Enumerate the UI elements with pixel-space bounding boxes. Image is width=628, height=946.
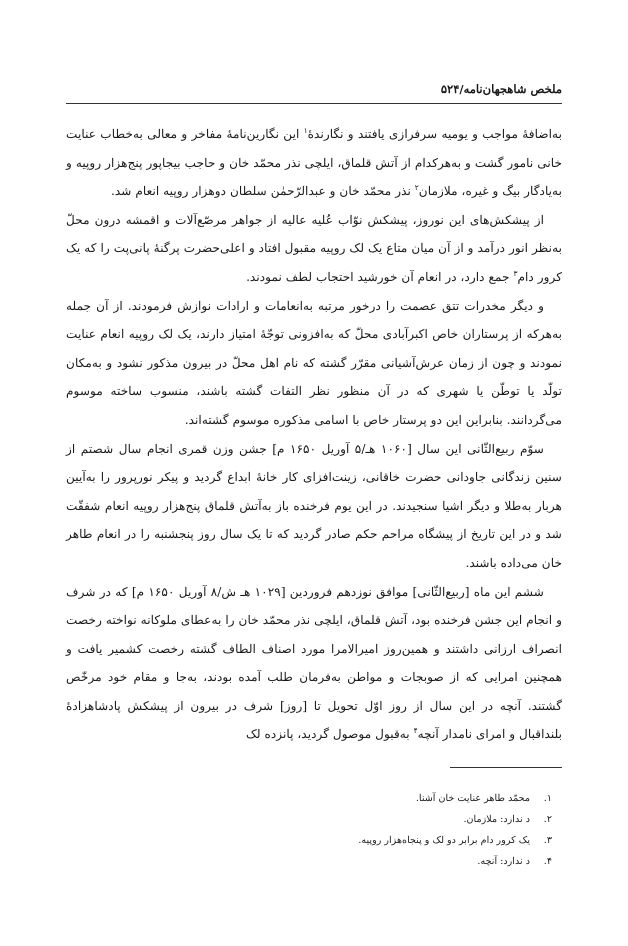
footnote-number: ۱.	[543, 793, 552, 804]
footnote-number: ۲.	[543, 814, 552, 825]
header-rule	[66, 103, 562, 104]
footnote-item	[66, 809, 562, 830]
footnote-item	[66, 830, 562, 851]
footnote-text: یک کرور دام برابر دو لک و پنجاه‌هزار روپیه.	[358, 835, 530, 846]
footnote-rule	[450, 767, 562, 768]
footnote-ref: ۴	[413, 726, 418, 736]
footnotes	[66, 788, 562, 872]
footnote-item	[66, 851, 562, 872]
paragraph-text: ششم این ماه [ربیع‌الثّانی] موافق نوزدهم فروردین [۱۰۲۹ هـ ش/۸ آوریل ۱۶۵۰ م] که در شرف و انجام این جشن فرخنده بود، آتش قلماق، ایلچی نذر محمّد خان را به‌عطای ملوکانه نواخته رخصت انصراف ارزانی داشتند و همین‌روز امیرالامرا مورد اصناف الطاف گشته رخصت کشمیر یافت و همچنین امرایی که از صوبجات و مواطن به‌فرمان طلب آمده بودند، به‌جا و مقام خود مرخّص گشتند. آنچه در این سال از روز اوّل تحویل تا [روز] شرف در بیرون از پیشکش پادشاهزادهٔ بلنداقبال و امرای نامدار آنچه	[66, 584, 562, 742]
footnote-item	[66, 788, 562, 809]
footnote-ref: ۳	[513, 268, 518, 278]
footnote-number: ۳.	[543, 835, 552, 846]
paragraph-text: به‌قبول موصول گردید، پانزده لک	[245, 727, 414, 742]
paragraph-text: به‌اضافهٔ مواجب و یومیه سرفرازی یافتند و نگارندهٔ	[307, 127, 562, 141]
footnote-ref: ۲	[414, 183, 419, 193]
footnote-ref: ۱	[303, 125, 308, 135]
paragraph-text: نذر محمّد خان و عبدالرّحمٰن سلطان دوهزار روپیه انعام شد.	[110, 184, 415, 199]
running-header: ملخص شاهجهان‌نامه/۵۲۴	[440, 82, 562, 96]
body-text	[66, 120, 562, 749]
paragraph	[66, 120, 562, 206]
paragraph-text: از پیشکش‌های این نوروز، پیشکش نوّاب عُلیه عالیه از جواهر مرصّع‌آلات و اقمشه درون محلّ به‌نظر انور درآمد و از آن میان متاع یک لک روپیه مقبول افتاد و اعلی‌حضرت پرگنهٔ پانی‌پت را که یک کرور دام	[66, 212, 562, 284]
paragraph-text: سوّم ربیع‌الثّانی این سال [۱۰۶۰ هـ/۵ آوریل ۱۶۵۰ م] جشن وزن قمری انجام سال شصتم از سنین زندگانی جاودانی حضرت خاقانی، زینت‌افزای کار خانهٔ ابداع گردید و پیکر نورپرور را به‌آیین هربار به‌طلا و دیگر اشیا سنجیدند. در این یوم فرخنده باز به‌آتش قلماق پنج‌هزار روپیه انعام شفقّت شد و در این تاریخ از پیشگاه مراحم حکم صادر گردید که تا یک سال روز پنجشنبه را در انعام طاهر خان می‌داده باشند.	[66, 441, 562, 570]
footnote-text: د ندارد: آنچه.	[477, 856, 530, 867]
paragraph	[66, 206, 562, 292]
footnote-number: ۴.	[543, 856, 552, 867]
footnote-text: د ندارد: ملازمان.	[463, 814, 530, 825]
paragraph-text: این نگارین‌نامهٔ مفاخر و معالی به‌خطاب عنایت خانی نامور گشت و به‌هرکدام از آتش قلماق، ایلچی نذر محمّد خان و حاجب بیجاپور پنج‌هزار روپیه و به‌یادگار بیگ و غیره، ملازمان	[66, 127, 562, 199]
paragraph	[66, 578, 562, 750]
paragraph-text: جمع دارد، در انعام آن خورشید احتجاب لطف نمودند.	[246, 269, 514, 284]
paragraph-text: و دیگر مخدرات تتق عصمت را درخور مرتبه به‌انعامات و ارادات نوازش فرمودند. از آن جمله به‌هرکه از پرستاران خاص اکبرآبادی محلّ که به‌افزونی توجّهٔ امتیاز دارند، یک لک روپیه انعام عنایت نمودند و چون از زمان عرش‌آشیانی مقرّر گشته که نام اهل محلّ در بیرون مذکور نشود و به‌مکان تولّد یا توطّن یا شهری که در آن منظور نظر التفات گشته باشند، منسوب ساخته موسوم می‌گردانند. بنابراین این دو پرستار خاص با اسامی مذکوره موسوم گشته‌اند.	[66, 298, 562, 427]
paragraph	[66, 292, 562, 435]
footnote-text: محمّد طاهر عنایت خان آشنا.	[415, 793, 530, 804]
paragraph	[66, 435, 562, 578]
